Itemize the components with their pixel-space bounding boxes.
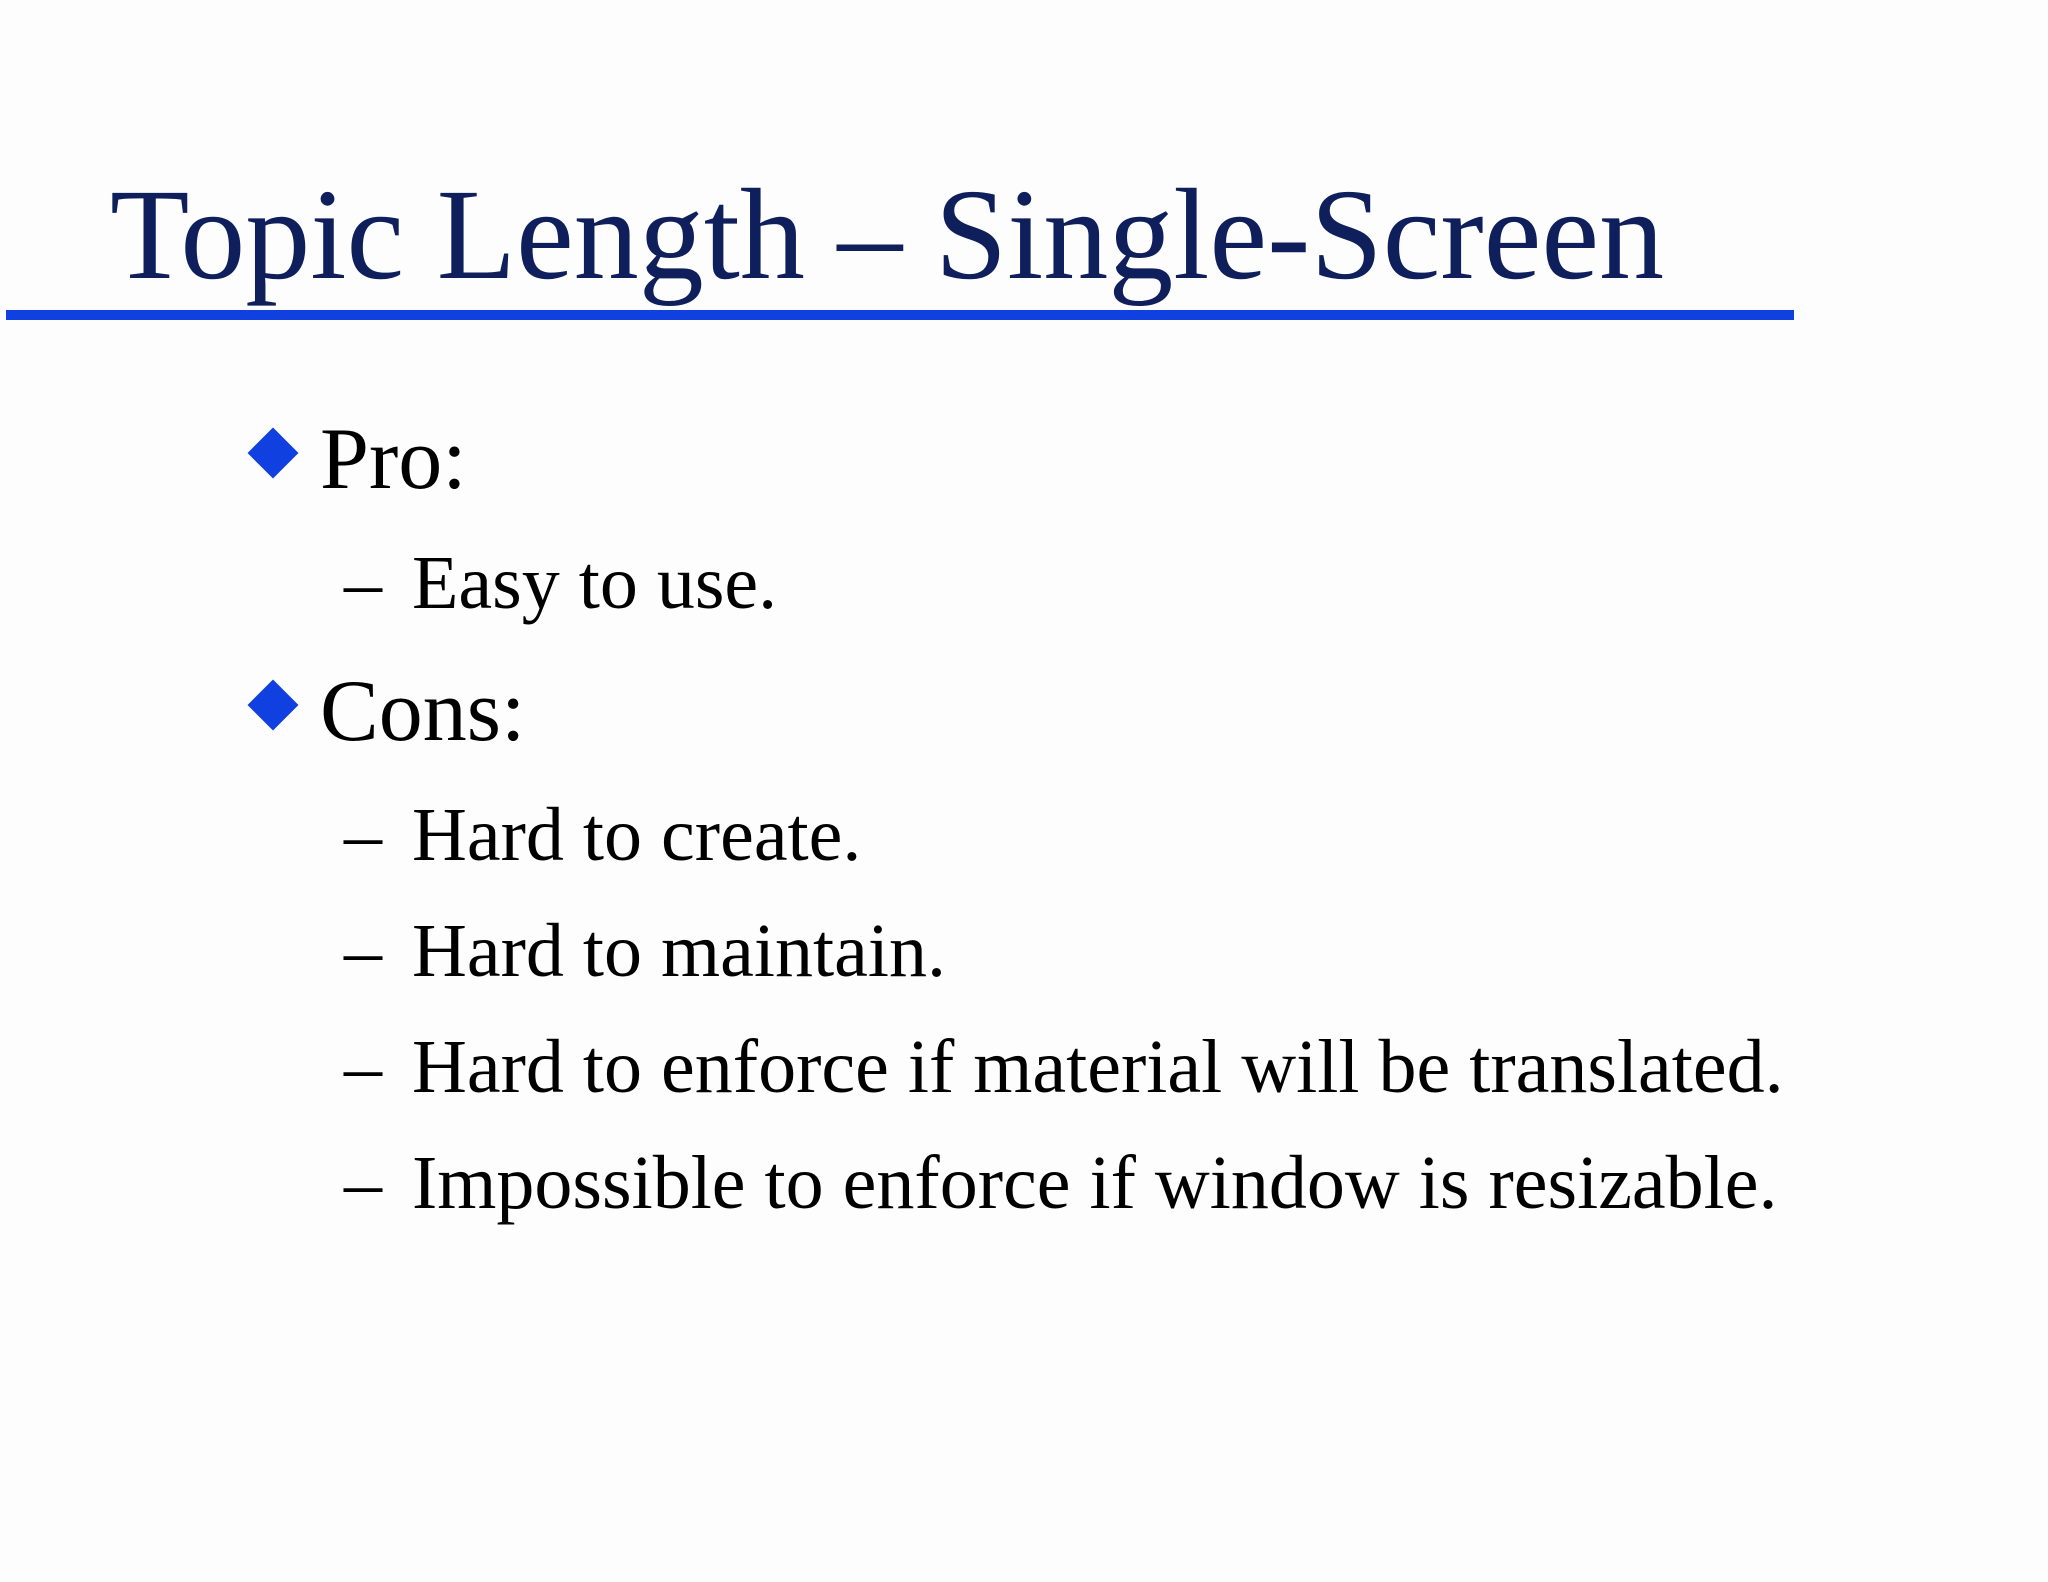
sub-bullet-text: Easy to use. [412,541,778,625]
dash-marker: – [344,1025,382,1109]
title-underline [6,310,1794,320]
dash-marker: – [344,793,382,877]
slide-title: Topic Length – Single-Screen [110,163,1665,307]
dash-marker: – [344,909,382,993]
dash-marker: – [344,1141,382,1225]
sub-bullet-text: Hard to create. [412,793,862,877]
diamond-bullet-icon [248,680,299,731]
bullet-label: Pro: [320,411,467,508]
bullet-label: Cons: [320,663,526,760]
sub-bullet-text: Impossible to enforce if window is resizable. [412,1141,1778,1225]
sub-bullet-text: Hard to enforce if material will be translated. [412,1025,1784,1109]
sub-bullet-text: Hard to maintain. [412,909,946,993]
dash-marker: – [344,541,382,625]
diamond-bullet-icon [248,428,299,479]
